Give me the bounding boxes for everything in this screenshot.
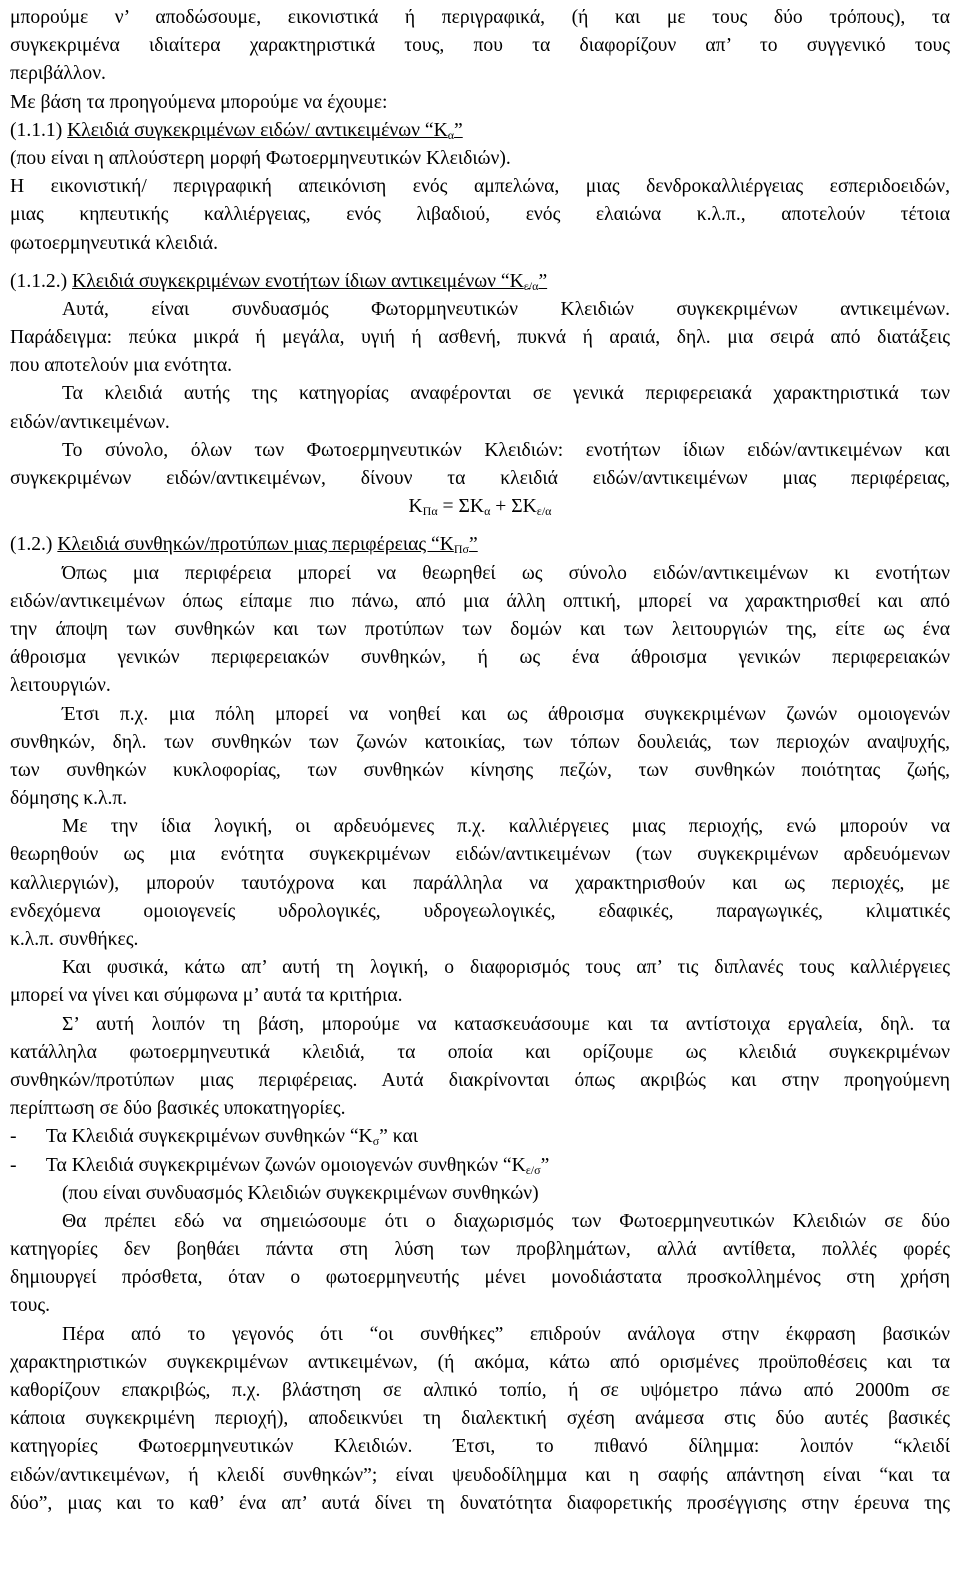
bullet-item: - Τα Κλειδιά συγκεκριμένων ζωνών ομοιογενών συνθηκών “$K_{\varepsilon/\sigma}$” <box>10 1154 550 1177</box>
text-line: χαρακτηριστικών συγκεκριμένων αντικειμένων, (ή ακόμα, κάτω από ορισμένες προϋποθέσεις και τα <box>10 1351 950 1373</box>
heading-title: Κλειδιά συγκεκριμένων ειδών/ αντικειμένων “$K_\alpha$” <box>67 119 463 142</box>
text-line: δόμησης κ.λ.π. <box>10 788 128 810</box>
heading-number: (1.1.2.) <box>10 270 68 292</box>
text-line: περίπτωση σε δύο βασικές υποκατηγορίες. <box>10 1098 346 1120</box>
text-line: Το σύνολο, όλων των Φωτοερμηνευτικών Κλειδιών: ενοτήτων ίδιων ειδών/αντικειμένων και <box>62 439 950 461</box>
text-line: Θα πρέπει εδώ να σημειώσουμε ότι ο διαχωρισμός των Φωτοερμηνευτικών Κλειδιών σε δύο <box>62 1210 950 1232</box>
heading-title: Κλειδιά συνθηκών/προτύπων μιας περιφέρειας “$K_{\Pi\sigma}$” <box>57 534 478 557</box>
text-line: ειδών/αντικειμένων όπως είπαμε πιο πάνω, από μια άλλη οπτική, μπορεί να χαρακτηρισθεί και από <box>10 590 950 612</box>
text-line: (που είναι συνδυασμός Κλειδιών συγκεκριμένων συνθηκών) <box>62 1182 539 1204</box>
text-line: κατάλληλα φωτοερμηνευτικά κλειδιά, τα οποία και ορίζουμε ως κλειδιά συγκεκριμένων <box>10 1041 950 1063</box>
text-line: κάποια συγκεκριμένη περιοχή), αποδεικνύει τη διαλεκτική σχέση ανάμεσα στις δύο αυτές βασικές <box>10 1408 950 1430</box>
text-line: κατηγορίες Φωτοερμηνευτικών Κλειδιών. Έτσι, το πιθανό δίλημμα: λοιπόν “κλειδί <box>10 1436 950 1458</box>
text-line: συνθηκών, δηλ. των συνθηκών των ζωνών κατοικίας, των τόπων δουλειάς, των περιοχών αναψυχής, <box>10 731 950 753</box>
text-line: Με βάση τα προηγούμενα μπορούμε να έχουμε: <box>10 91 388 113</box>
text-line: θεωρηθούν ως μια ενότητα συγκεκριμένων ειδών/αντικειμένων (των συγκεκριμένων αρδευόμενων <box>10 844 950 866</box>
text-line: Με την ίδια λογική, οι αρδευόμενες π.χ. καλλιέργειες μιας περιοχής, ενώ μπορούν να <box>62 816 950 838</box>
text-line: Αυτά, είναι συνδυασμός Φωτορμηνευτικών Κλειδιών συγκεκριμένων αντικειμένων. <box>62 298 950 320</box>
heading-number: (1.2.) <box>10 534 53 556</box>
text-line: ειδών/αντικειμένων. <box>10 411 170 433</box>
text-line: καλλιεργιών), μπορούν ταυτόχρονα και παράλληλα να χαρακτηρισθούν και ως περιοχές, με <box>10 872 950 894</box>
heading-title: Κλειδιά συγκεκριμένων ενοτήτων ίδιων αντικειμένων “$K_{\varepsilon/\alpha}$” <box>72 270 548 293</box>
text-line: που αποτελούν μια ενότητα. <box>10 355 233 377</box>
section-heading-1-2 <box>10 531 950 559</box>
text-line: καθορίζουν επακριβώς, π.χ. βλάστηση σε αλπικό τοπίο, ή σε υψόμετρο πάνω από 2000m σε <box>10 1380 950 1401</box>
text-line: Η εικονιστική/ περιγραφική απεικόνιση ενός αμπελώνα, μιας δενδροκαλλιέργειας εσπεριδοειδών, <box>10 176 950 198</box>
section-heading-1-1-2 <box>10 268 950 296</box>
text-line: Τα κλειδιά αυτής της κατηγορίας αναφέρονται σε γενικά περιφερειακά χαρακτηριστικά των <box>62 383 950 405</box>
text-line: μπορεί να γίνει και σύμφωνα μ’ αυτά τα κριτήρια. <box>10 985 403 1007</box>
text-line: Έτσι π.χ. μια πόλη μπορεί να νοηθεί και ως άθροισμα συγκεκριμένων ζωνών ομοιογενών <box>62 703 950 725</box>
text-line: (που είναι η απλούστερη μορφή Φωτοερμηνευτικών Κλειδιών). <box>10 147 511 169</box>
text-line: άθροισμα γενικών περιφερειακών συνθηκών, ή ως ένα άθροισμα γενικών περιφερειακών <box>10 647 950 669</box>
text-line: περιβάλλον. <box>10 63 106 85</box>
text-line: δύο”, μιας και το καθ’ ένα απ’ αυτά δίνει τη δυνατότητα διαφορετικής προσέγγισης στην έρευνα της <box>10 1492 950 1514</box>
text-line: Πέρα από το γεγονός ότι “οι συνθήκες” επιδρούν ανάλογα στην έκφραση βασικών <box>62 1323 950 1345</box>
text-line: μπορούμε ν’ αποδώσουμε, εικονιστικά ή περιγραφικά, (ή και με τους δύο τρόπους), τα <box>10 7 950 28</box>
heading-subscript: Πσ <box>453 542 470 557</box>
text-line: συγκεκριμένων ειδών/αντικειμένων, δίνουν τα κλειδιά ειδών/αντικειμένων μιας περιφέρειας, <box>10 468 950 489</box>
heading-subscript: α <box>447 127 455 142</box>
text-line: ενδεχόμενα ομοιογενείς υδρολογικές, υδρογεωλογικές, εδαφικές, παραγωγικές, κλιματικές <box>10 900 950 922</box>
text-line: λειτουργιών. <box>10 675 111 697</box>
text-line: ειδών/αντικειμένων, ή κλειδί συνθηκών”; είναι ψευδοδίλημμα και η σαφής απάντηση είναι “και τα <box>10 1464 950 1486</box>
text-line: τους. <box>10 1295 51 1317</box>
text-line: Και φυσικά, κάτω απ’ αυτή τη λογική, ο διαφορισμός τους απ’ τις διπλανές τους καλλιέργειες <box>62 957 950 979</box>
section-heading-1-1-1 <box>10 117 950 145</box>
text-line: μιας κηπευτικής καλλιέργειας, ενός λιβαδιού, ενός ελαιώνα κ.λ.π., αποτελούν τέτοια <box>10 204 950 226</box>
text-line: Παράδειγμα: πεύκα μικρά ή μεγάλα, υγιή ή ασθενή, πυκνά ή αραιά, δηλ. μια σειρά από διατάξεις <box>10 327 950 349</box>
text-line: των συνθηκών κυκλοφορίας, των συνθηκών κίνησης πεζών, των συνθηκών ποιότητας ζωής, <box>10 759 950 781</box>
heading-subscript: ε/α <box>523 278 539 293</box>
bullet-item: - Τα Κλειδιά συγκεκριμένων συνθηκών “$K_\sigma$” και <box>10 1126 418 1149</box>
text-line: συγκεκριμένα ιδιαίτερα χαρακτηριστικά τους, που τα διαφορίζουν απ’ το συγγενικό τους <box>10 35 950 57</box>
text-line: Σ’ αυτή λοιπόν τη βάση, μπορούμε να κατασκευάσουμε και τα αντίστοιχα εργαλεία, δηλ. τα <box>62 1013 950 1035</box>
text-line: κατηγορίες δεν βοηθάει πάντα στη λύση των προβλημάτων, αλλά αντίθετα, πολλές φορές <box>10 1239 950 1261</box>
formula: $K_{\Pi\alpha} = \Sigma K_\alpha + \Sigma K_{\varepsilon/\alpha}$ <box>408 496 552 519</box>
text-line: Όπως μια περιφέρεια μπορεί να θεωρηθεί ως σύνολο ειδών/αντικειμένων κι ενοτήτων <box>62 562 950 584</box>
text-line: κ.λ.π. συνθήκες. <box>10 929 139 950</box>
heading-number: (1.1.1) <box>10 119 63 141</box>
text-line: την άποψη των συνθηκών και των προτύπων των δομών και των λειτουργιών της, είτε ως ένα <box>10 618 950 640</box>
text-line: συνθηκών/προτύπων μιας περιφέρειας. Αυτά διακρίνονται όπως ακριβώς και στην προηγούμενη <box>10 1069 950 1091</box>
text-line: δημιουργεί πρόσθετα, όταν ο φωτοερμηνευτής μένει μονοδιάστατα προσκολλημένος στη χρήση <box>10 1267 950 1289</box>
text-line: φωτοερμηνευτικά κλειδιά. <box>10 232 218 254</box>
